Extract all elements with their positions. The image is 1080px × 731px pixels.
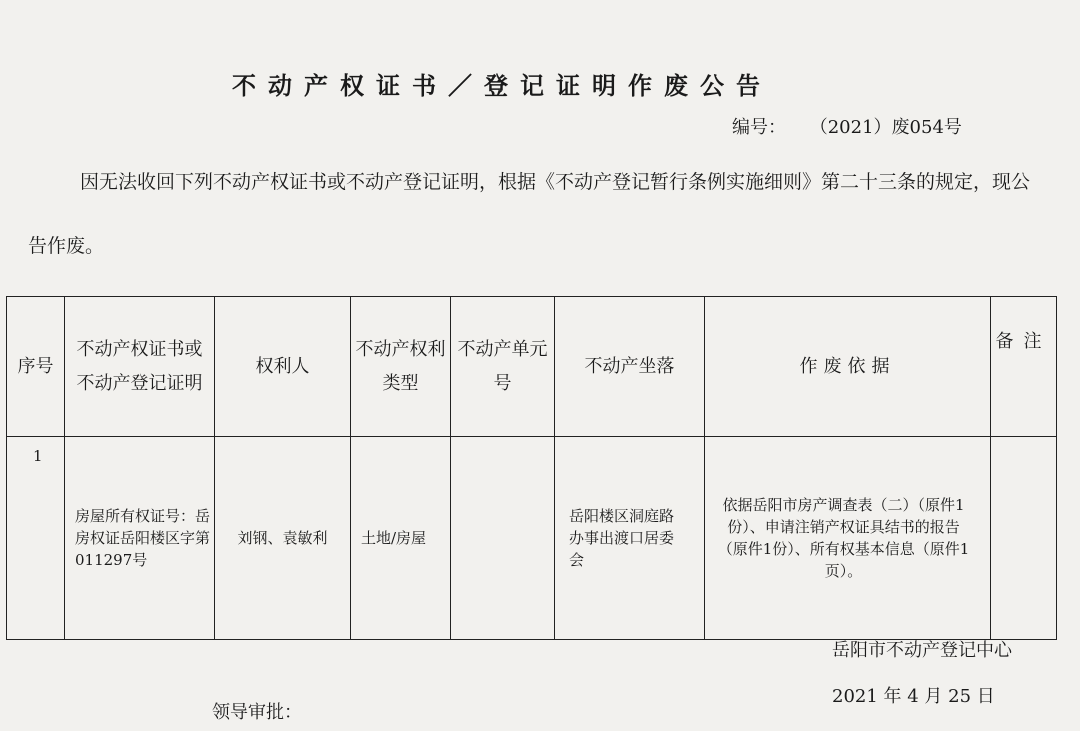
cell-remark (991, 437, 1057, 640)
intro-paragraph: 因无法收回下列不动产权证书或不动产登记证明，根据《不动产登记暂行条例实施细则》第二十三条的规定，现公告作废。 (28, 171, 1031, 257)
void-notice-table (6, 296, 1057, 640)
document-number-label: 编号： (732, 117, 786, 138)
cell-cert: 房屋所有权证号：岳房权证岳阳楼区字第011297号 (65, 437, 215, 640)
header-cert: 不动产权证书或不动产登记证明 (65, 297, 215, 437)
cell-basis: 依据岳阳市房产调查表（二）（原件1份）、申请注销产权证具结书的报告（原件1份）、所有权基本信息（原件1页）。 (705, 437, 991, 640)
table-row (7, 437, 1057, 640)
header-remark: 备注 (991, 297, 1057, 437)
issuer-name: 岳阳市不动产登记中心 (832, 640, 1012, 661)
document-title: 不动产权证书／登记证明作废公告 (232, 71, 772, 100)
document-number (732, 113, 962, 139)
cell-seq: 1 (7, 437, 65, 640)
header-holder: 权利人 (215, 297, 351, 437)
approval-label: 领导审批： (212, 702, 302, 723)
cell-right-type: 土地/房屋 (351, 437, 451, 640)
issue-date: 2021 年 4 月 25 日 (832, 686, 995, 707)
cell-location: 岳阳楼区洞庭路办事出渡口居委会 (555, 437, 705, 640)
header-seq: 序号 (7, 297, 65, 437)
header-location: 不动产坐落 (555, 297, 705, 437)
header-right-type: 不动产权利类型 (351, 297, 451, 437)
cell-holder: 刘钢、袁敏利 (215, 437, 351, 640)
header-basis: 作废依据 (705, 297, 991, 437)
table-header-row (7, 297, 1057, 437)
document-number-value: （2021）废054号 (809, 117, 962, 138)
header-unit-no: 不动产单元号 (451, 297, 555, 437)
cell-unit-no (451, 437, 555, 640)
